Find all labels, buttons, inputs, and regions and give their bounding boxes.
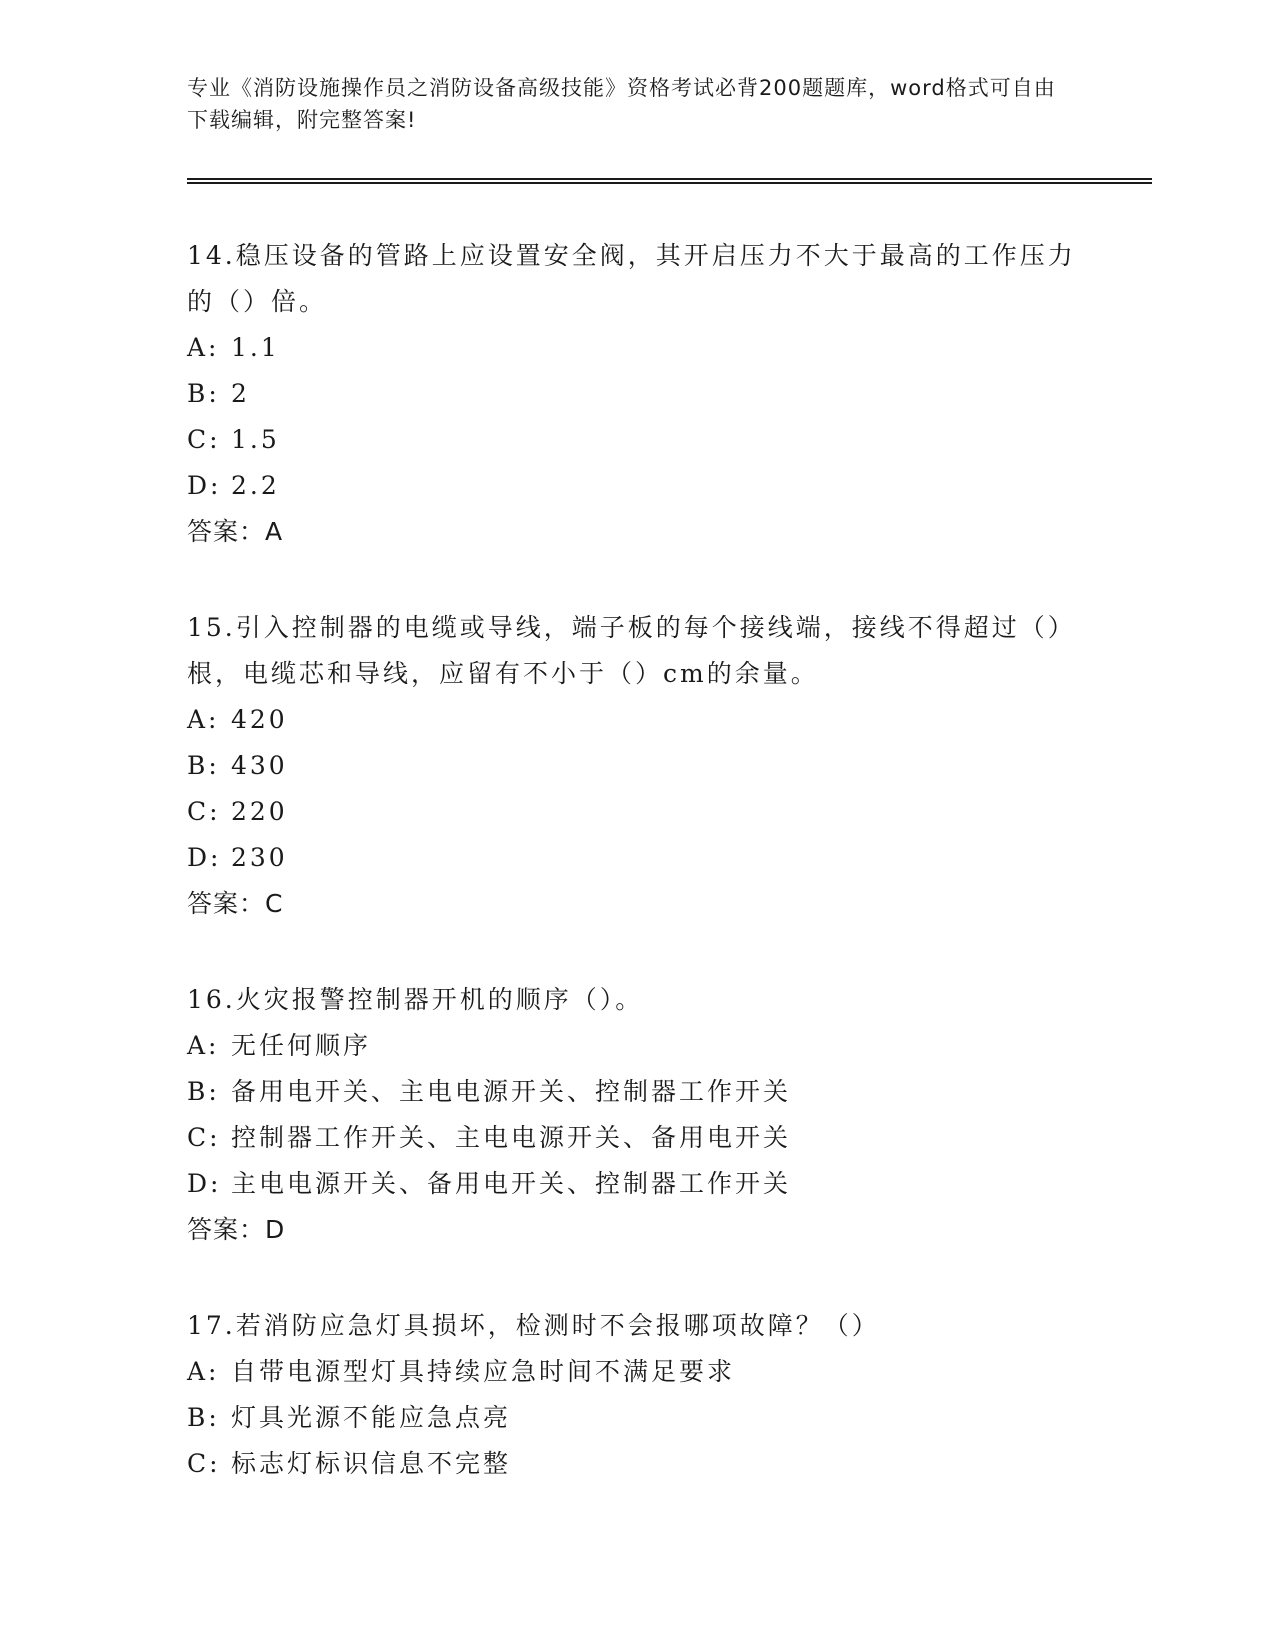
- question-item: [187, 605, 1087, 927]
- question-option: [187, 325, 1087, 371]
- question-option: [187, 697, 1087, 743]
- option-text: 2: [231, 379, 250, 408]
- option-letter: C:: [187, 425, 221, 454]
- option-text: 自带电源型灯具持续应急时间不满足要求: [231, 1357, 736, 1386]
- question-option: [187, 1395, 1087, 1441]
- question-option: [187, 1023, 1087, 1069]
- header-divider: [187, 178, 1152, 184]
- question-stem: 17.若消防应急灯具损坏，检测时不会报哪项故障？（）: [187, 1311, 880, 1340]
- question-item: [187, 233, 1087, 555]
- question-option: [187, 1069, 1087, 1115]
- option-text: 1.5: [231, 425, 280, 454]
- option-text: 主电电源开关、备用电开关、控制器工作开关: [231, 1169, 792, 1198]
- question-option: [187, 789, 1087, 835]
- question-option: [187, 1441, 1087, 1487]
- option-letter: B:: [187, 1403, 220, 1432]
- option-text: 1.1: [231, 333, 280, 362]
- question-option: [187, 1349, 1087, 1395]
- question-option: [187, 417, 1087, 463]
- option-letter: B:: [187, 379, 220, 408]
- question-option: [187, 743, 1087, 789]
- option-text: 230: [231, 843, 288, 872]
- question-item: [187, 977, 1087, 1253]
- option-text: 备用电开关、主电电源开关、控制器工作开关: [231, 1077, 792, 1106]
- option-letter: C:: [187, 797, 221, 826]
- option-text: 220: [231, 797, 288, 826]
- question-option: [187, 1115, 1087, 1161]
- question-option: [187, 463, 1087, 509]
- option-letter: D:: [187, 471, 222, 500]
- question-answer: 答案：D: [187, 1215, 286, 1244]
- question-option: [187, 371, 1087, 417]
- option-text: 灯具光源不能应急点亮: [231, 1403, 512, 1432]
- option-text: 无任何顺序: [231, 1031, 372, 1060]
- question-option: [187, 835, 1087, 881]
- question-answer: 答案：C: [187, 889, 284, 918]
- option-letter: D:: [187, 843, 222, 872]
- option-text: 420: [231, 705, 288, 734]
- option-letter: A:: [187, 705, 220, 734]
- option-text: 控制器工作开关、主电电源开关、备用电开关: [231, 1123, 792, 1152]
- question-answer: 答案：A: [187, 517, 284, 546]
- option-text: 标志灯标识信息不完整: [231, 1449, 512, 1478]
- option-letter: C:: [187, 1123, 221, 1152]
- option-text: 2.2: [231, 471, 280, 500]
- option-letter: C:: [187, 1449, 221, 1478]
- question-stem: 15.引入控制器的电缆或导线，端子板的每个接线端，接线不得超过（）根，电缆芯和导线，应留有不小于（）cm的余量。: [187, 613, 1076, 688]
- option-letter: B:: [187, 1077, 220, 1106]
- document-header: 专业《消防设施操作员之消防设备高级技能》资格考试必背200题题库，word格式可自由下载编辑，附完整答案!: [187, 76, 1056, 132]
- option-letter: A:: [187, 1357, 220, 1386]
- question-stem: 14.稳压设备的管路上应设置安全阀，其开启压力不大于最高的工作压力的（）倍。: [187, 241, 1076, 316]
- option-text: 430: [231, 751, 288, 780]
- option-letter: D:: [187, 1169, 222, 1198]
- option-letter: A:: [187, 1031, 220, 1060]
- question-stem: 16.火灾报警控制器开机的顺序（）。: [187, 985, 644, 1014]
- question-list: [187, 233, 1087, 1537]
- question-item: [187, 1303, 1087, 1487]
- option-letter: B:: [187, 751, 220, 780]
- question-option: [187, 1161, 1087, 1207]
- option-letter: A:: [187, 333, 220, 362]
